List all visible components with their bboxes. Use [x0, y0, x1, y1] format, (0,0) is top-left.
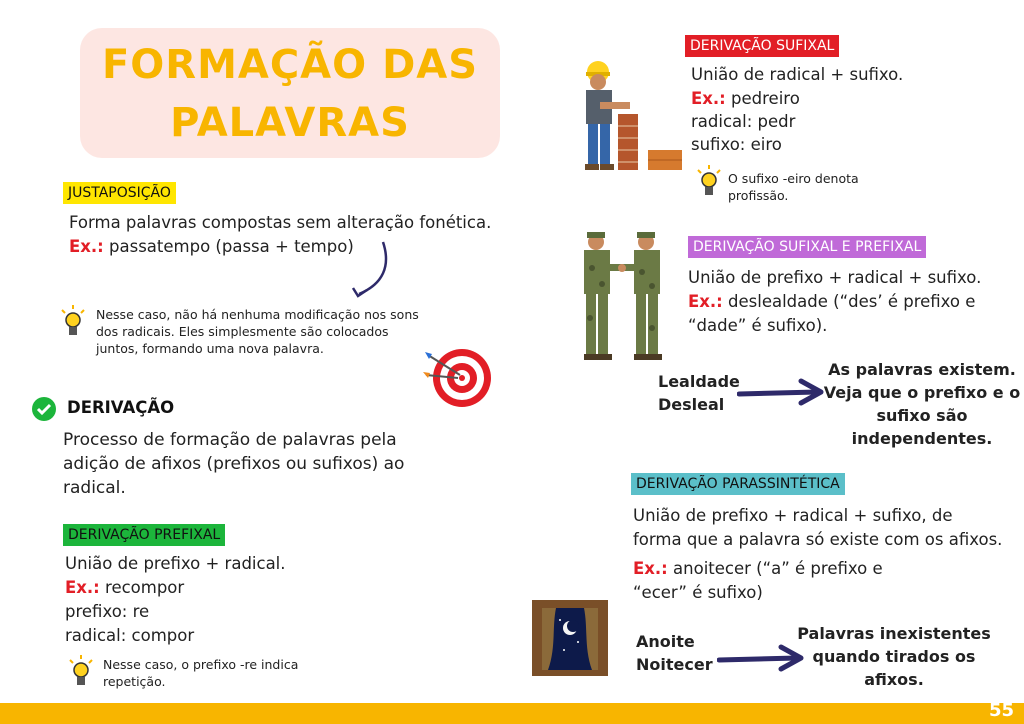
example-text: pedreiro: [725, 89, 800, 108]
night-window-illustration: [530, 598, 610, 678]
result-line: independentes.: [851, 429, 993, 448]
parassintetica-example: [633, 557, 883, 581]
sufixal-prefixal-example-cont: “dade” é sufixo).: [688, 316, 828, 335]
sufixal-prefixal-tag: DERIVAÇÃO SUFIXAL E PREFIXAL: [688, 236, 926, 258]
example-word: Noitecer: [636, 655, 713, 674]
derivacao-heading: DERIVAÇÃO: [67, 398, 175, 417]
bricklayer-illustration: [570, 58, 685, 176]
note-line: juntos, formando uma nova palavra.: [96, 341, 324, 356]
example-label: Ex.:: [633, 559, 668, 578]
curved-arrow-icon: [345, 238, 395, 302]
example-text: passatempo (passa + tempo): [103, 237, 354, 256]
definition-line: adição de afixos (prefixos ou sufixos) ao: [63, 454, 405, 474]
sufixal-prefixal-definition: União de prefixo + radical + sufixo.: [688, 268, 982, 287]
note-line: O sufixo -eiro denota: [728, 171, 859, 186]
sufixal-example: [691, 87, 800, 111]
justaposicao-tag: JUSTAPOSIÇÃO: [63, 182, 176, 204]
note-line: profissão.: [728, 188, 789, 203]
example-label: Ex.:: [691, 89, 726, 108]
sufixal-prefixal-example: [688, 290, 975, 314]
justaposicao-definition: Forma palavras compostas sem alteração fonética.: [69, 213, 492, 232]
check-circle-icon: [31, 396, 57, 422]
sufixal-radical: radical: pedr: [691, 112, 796, 131]
note-line: dos radicais. Eles simplesmente são colocados: [96, 324, 389, 339]
arrow-right-icon: [737, 378, 827, 406]
result-line: Palavras inexistentes: [797, 624, 991, 643]
example-text: recompor: [99, 578, 185, 597]
parassintetica-example-cont: “ecer” é sufixo): [633, 583, 763, 602]
parassintetica-definition-2: forma que a palavra só existe com os afixos.: [633, 530, 1003, 549]
prefixal-example: [65, 576, 184, 600]
prefixal-radical: radical: compor: [65, 626, 195, 645]
lightbulb-icon: [696, 165, 722, 199]
example-words: [658, 370, 740, 416]
example-word: Anoite: [636, 632, 695, 651]
note-line: repetição.: [103, 674, 166, 689]
title-line-1: FORMAÇÃO DAS: [101, 42, 479, 88]
lightbulb-icon: [68, 655, 94, 689]
result-text: [794, 622, 994, 691]
result-line: quando tirados os: [812, 647, 976, 666]
prefixal-tag: DERIVAÇÃO PREFIXAL: [63, 524, 225, 546]
example-label: Ex.:: [65, 578, 100, 597]
prefixal-note: [103, 656, 298, 690]
result-line: Veja que o prefixo e o: [823, 383, 1021, 402]
definition-line: radical.: [63, 478, 126, 498]
result-line: sufixo são: [876, 406, 968, 425]
page-title: [80, 36, 500, 152]
example-words: [636, 630, 713, 676]
example-text: anoitecer (“a” é prefixo e: [667, 559, 883, 578]
example-label: Ex.:: [69, 237, 104, 256]
sufixal-note: [728, 170, 859, 204]
example-word: Lealdade: [658, 372, 740, 391]
sufixal-tag: DERIVAÇÃO SUFIXAL: [685, 35, 839, 57]
example-text: deslealdade (“des’ é prefixo e: [722, 292, 976, 311]
example-word: Desleal: [658, 395, 725, 414]
soldiers-handshake-illustration: [572, 228, 672, 368]
sufixal-suffix: sufixo: eiro: [691, 135, 782, 154]
page-number: 55: [988, 700, 1014, 721]
derivacao-definition: [63, 428, 404, 500]
definition-line: Processo de formação de palavras pela: [63, 430, 397, 450]
result-line: afixos.: [864, 670, 924, 689]
result-line: As palavras existem.: [828, 360, 1016, 379]
note-line: Nesse caso, o prefixo -re indica: [103, 657, 299, 672]
sufixal-definition: União de radical + sufixo.: [691, 65, 904, 84]
footer-bar: [0, 703, 1024, 724]
lightbulb-icon: [60, 305, 86, 339]
target-icon: [422, 345, 494, 411]
justaposicao-note: [96, 306, 419, 357]
title-line-2: PALAVRAS: [170, 100, 410, 146]
example-label: Ex.:: [688, 292, 723, 311]
parassintetica-definition-1: União de prefixo + radical + sufixo, de: [633, 506, 953, 525]
justaposicao-example: [69, 235, 354, 259]
prefixal-definition: União de prefixo + radical.: [65, 554, 286, 573]
parassintetica-tag: DERIVAÇÃO PARASSINTÉTICA: [631, 473, 845, 495]
note-line: Nesse caso, não há nenhuma modificação nos sons: [96, 307, 419, 322]
prefixal-prefix: prefixo: re: [65, 602, 150, 621]
result-text: [822, 358, 1022, 450]
